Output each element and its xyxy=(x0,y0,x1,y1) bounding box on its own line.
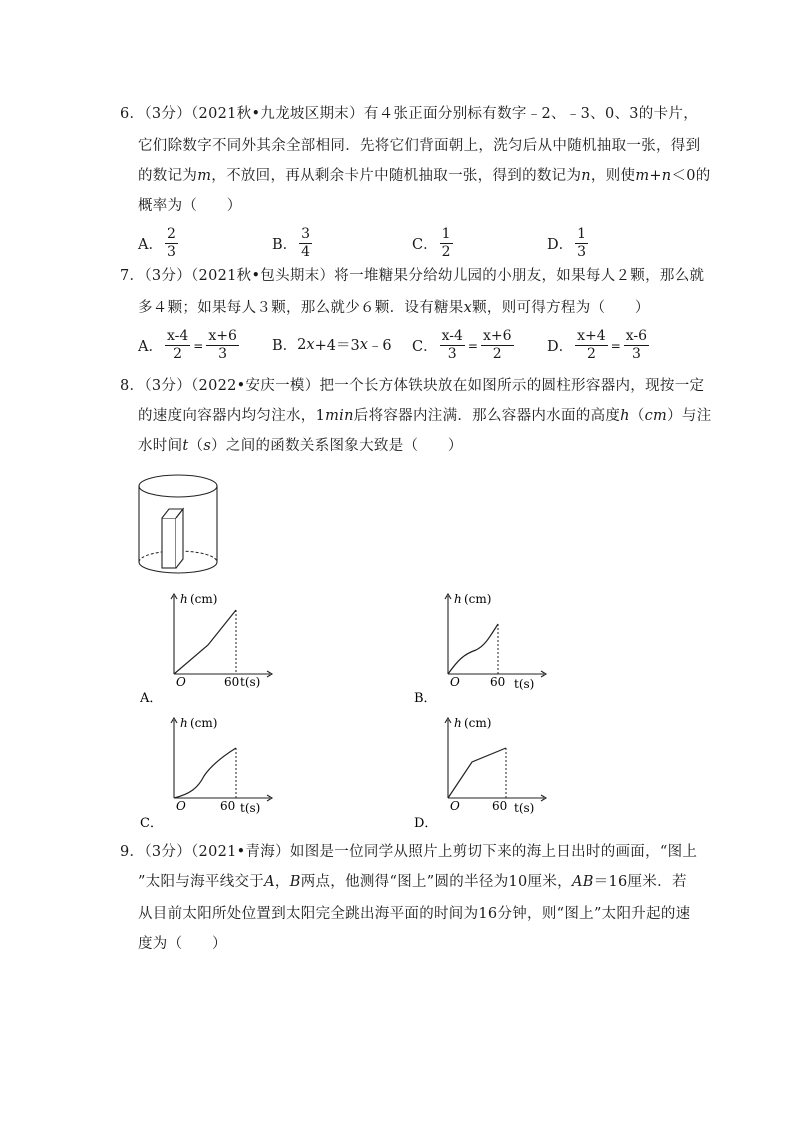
q7-line-2: 多４颗；如果每人３颗，那么就少６颗．设有糖果x颗，则可得方程为（ ） xyxy=(138,300,650,316)
svg-text:t(s): t(s) xyxy=(514,801,535,815)
q9-line-1: 9．（3分）（2021•青海）如图是一位同学从照片上剪切下来的海上日出时的画面，“图上 xyxy=(120,844,698,860)
q7-option-a[interactable]: A． $\frac{x-4}{2}$ = $\frac{x+6}{3}$ xyxy=(138,328,237,362)
svg-text:(cm): (cm) xyxy=(464,592,492,606)
q6-line-1: 6．（3分）（2021秋•九龙坡区期末）有４张正面分别标有数字﹣2、﹣3、0、3的卡片， xyxy=(120,106,699,122)
svg-text:(cm): (cm) xyxy=(464,716,492,730)
q8-line-2: 的速度向容器内均匀注水，1min后将容器内注满．那么容器内水面的高度h（cm）与注 xyxy=(138,408,712,424)
q6-option-b[interactable]: B． $\frac{3}{4}$ xyxy=(272,226,311,260)
q6-option-a-fraction: $\frac{2}{3}$ xyxy=(166,226,176,260)
svg-text:t(s): t(s) xyxy=(514,677,535,691)
graph-option-c[interactable] xyxy=(140,712,280,830)
svg-text:(cm): (cm) xyxy=(190,592,218,606)
svg-text:O: O xyxy=(176,799,186,813)
svg-text:h: h xyxy=(454,716,462,730)
svg-text:O: O xyxy=(450,675,460,689)
svg-text:t(s): t(s) xyxy=(240,675,261,689)
q7-option-c[interactable]: C． $\frac{x-4}{3}$ = $\frac{x+6}{2}$ xyxy=(412,328,512,362)
svg-text:h: h xyxy=(180,716,188,730)
q6-option-c-fraction: $\frac{1}{2}$ xyxy=(441,226,451,260)
q9-line-3: 从目前太阳所处位置到太阳完全跳出海平面的时间为16分钟，则“图上”太阳升起的速 xyxy=(138,906,691,922)
q6-option-d-fraction: $\frac{1}{3}$ xyxy=(577,226,587,260)
graph-a-label: A． xyxy=(140,691,163,706)
graph-b-label: B． xyxy=(414,691,437,706)
q7-line-1: 7．（3分）（2021秋•包头期末）将一堆糖果分给幼儿园的小朋友，如果每人２颗，那么就 xyxy=(120,268,705,284)
q6-line-4: 概率为（ ） xyxy=(138,198,242,214)
graph-option-b[interactable] xyxy=(414,588,554,706)
svg-text:(cm): (cm) xyxy=(190,716,218,730)
svg-text:60: 60 xyxy=(220,799,236,813)
q6-line-2: 它们除数字不同外其余全部相同．先将它们背面朝上，洗匀后从中随机抽取一张，得到 xyxy=(138,138,701,154)
svg-text:t(s): t(s) xyxy=(240,801,261,815)
svg-text:60: 60 xyxy=(490,675,506,689)
graph-c-label: C． xyxy=(140,816,163,830)
svg-text:60: 60 xyxy=(224,675,240,689)
q7-option-b[interactable]: B． 2 x +4＝3 x ﹣6 xyxy=(272,336,392,354)
q8-line-1: 8．（3分）（2022•安庆一模）把一个长方体铁块放在如图所示的圆柱形容器内，现按一定 xyxy=(120,378,705,394)
graph-option-a[interactable] xyxy=(140,588,280,706)
q6-option-a[interactable]: A． $\frac{2}{3}$ xyxy=(138,226,176,260)
q8-line-3: 水时间t（s）之间的函数关系图象大致是（ ） xyxy=(138,438,463,454)
cylinder-container-figure xyxy=(134,472,224,582)
graph-d-label: D． xyxy=(414,816,438,830)
q6-option-d[interactable]: D． $\frac{1}{3}$ xyxy=(547,226,587,260)
q9-line-4: 度为（ ） xyxy=(138,936,227,952)
graph-a-ylabel: h xyxy=(180,592,188,606)
svg-text:O: O xyxy=(450,799,460,813)
q6-option-b-fraction: $\frac{3}{4}$ xyxy=(301,226,311,260)
q6-option-c[interactable]: C． $\frac{1}{2}$ xyxy=(412,226,451,260)
svg-text:60: 60 xyxy=(492,799,508,813)
q7-option-d[interactable]: D． $\frac{x+4}{2}$ = $\frac{x-6}{3}$ xyxy=(547,328,648,362)
svg-text:h: h xyxy=(454,592,462,606)
graph-option-d[interactable] xyxy=(414,712,554,830)
svg-text:O: O xyxy=(176,675,186,689)
q6-line-3: 的数记为m，不放回，再从剩余卡片中随机抽取一张，得到的数记为n，则使m+n＜0的 xyxy=(138,168,711,184)
q9-line-2: ”太阳与海平线交于A，B两点，他测得“图上”圆的半径为10厘米，AB＝16厘米．若 xyxy=(138,874,687,890)
